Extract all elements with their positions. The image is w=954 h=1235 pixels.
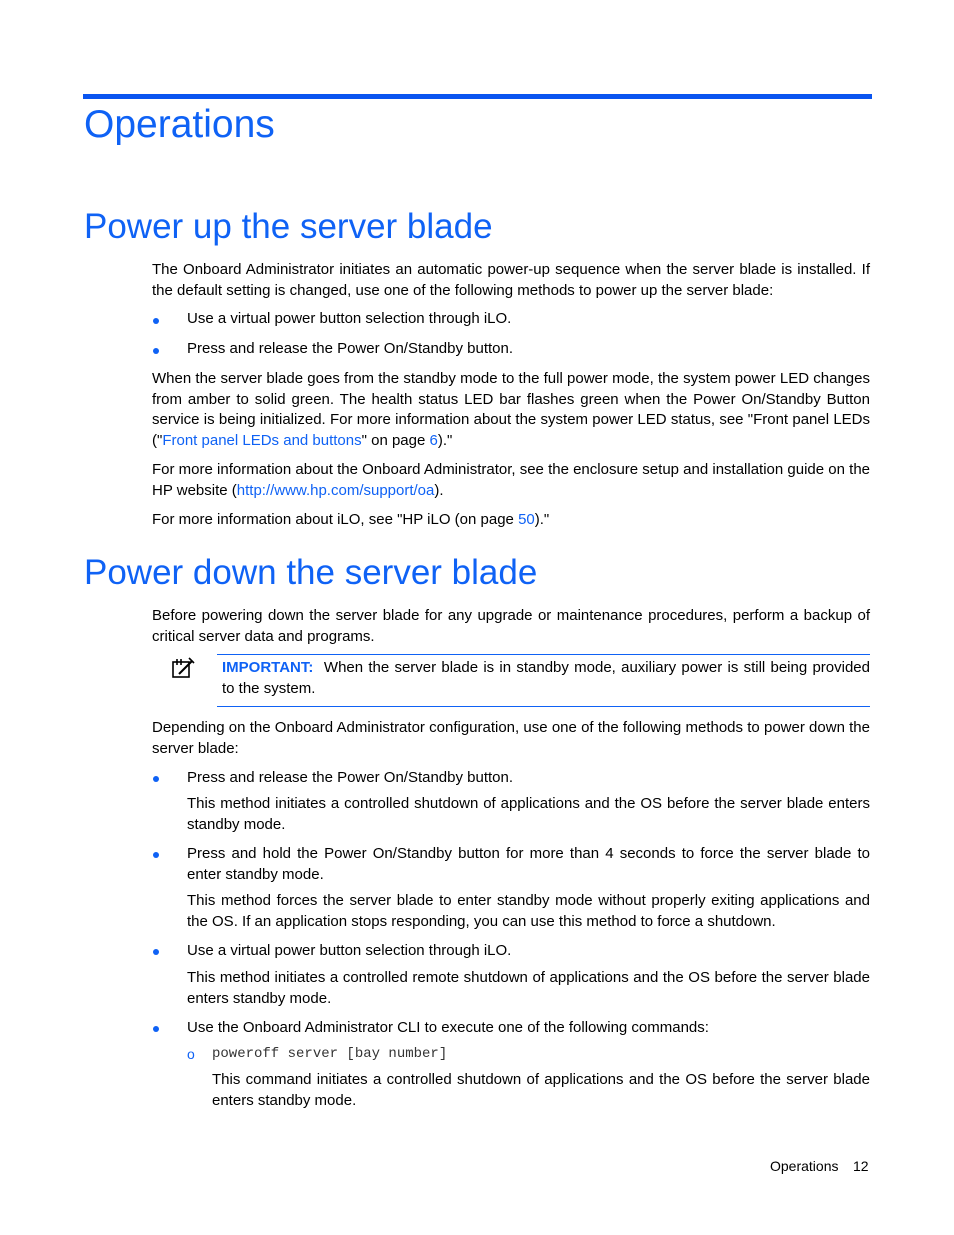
power-up-bullet-1: Use a virtual power button selection through iLO. xyxy=(187,310,512,327)
important-bottom-rule xyxy=(217,706,870,707)
power-down-bullet-3-desc: This method initiates a controlled remote shutdown of applications and the OS before the server blade enters standby mode. xyxy=(187,969,870,1007)
bullet-icon xyxy=(153,776,159,782)
footer-page-number: 12 xyxy=(853,1158,869,1174)
para-text: )." xyxy=(534,511,550,528)
power-down-bullet-4: Use the Onboard Administrator CLI to execute one of the following commands: xyxy=(187,1019,709,1036)
para-text: )." xyxy=(437,431,453,449)
power-down-bullet-1: Press and release the Power On/Standby button. xyxy=(187,769,514,786)
front-panel-leds-link[interactable]: Front panel LEDs and buttons xyxy=(162,431,362,449)
sub-bullet-marker: o xyxy=(187,1046,195,1062)
para-text: For more information about the Onboard Administrator, see the enclosure setup and installation guide on the HP website ( xyxy=(152,461,870,499)
page-50-link[interactable]: 50 xyxy=(518,511,535,528)
power-down-bullet-2: Press and hold the Power On/Standby button for more than 4 seconds to force the server blade to enter standby mode. xyxy=(187,845,870,883)
page-6-link[interactable]: 6 xyxy=(429,431,438,449)
hp-support-oa-link[interactable]: http://www.hp.com/support/oa xyxy=(236,481,435,499)
heading-power-up: Power up the server blade xyxy=(84,207,493,246)
important-note-icon xyxy=(171,656,195,680)
para-text: ). xyxy=(434,481,444,499)
power-up-led-paragraph xyxy=(152,369,870,451)
para-text: When the server blade goes from the standby mode to the full power mode, the system power LED changes from amber to solid green. The health status LED bar flashes green when the Power On/Standby Button service is being initialized. For more information about the system power LED status, see "Front panel LEDs (" xyxy=(152,370,870,449)
bullet-icon xyxy=(153,949,159,955)
power-down-intro: Before powering down the server blade for any upgrade or maintenance procedures, perform a backup of critical server data and programs. xyxy=(152,607,870,645)
page-title: Operations xyxy=(84,103,275,146)
power-down-bullet-1-desc: This method initiates a controlled shutdown of applications and the OS before the server blade enters standby mode. xyxy=(187,795,870,833)
para-text: For more information about iLO, see "HP iLO (on page xyxy=(152,511,519,528)
para-text: " on page xyxy=(361,431,430,449)
poweroff-command: poweroff server [bay number] xyxy=(212,1046,448,1062)
power-up-bullet-2: Press and release the Power On/Standby button. xyxy=(187,340,514,357)
power-up-oa-paragraph xyxy=(152,460,870,501)
command-desc: This command initiates a controlled shutdown of applications and the OS before the server blade enters standby mode. xyxy=(212,1071,870,1109)
bullet-icon xyxy=(153,852,159,858)
title-rule xyxy=(83,94,872,99)
important-top-rule xyxy=(217,654,870,655)
important-text: When the server blade is in standby mode, auxiliary power is still being provided to the system. xyxy=(222,659,870,697)
heading-power-down: Power down the server blade xyxy=(84,553,538,592)
important-note xyxy=(222,658,870,699)
important-label: IMPORTANT: xyxy=(222,659,314,676)
power-down-bullet-3: Use a virtual power button selection through iLO. xyxy=(187,942,512,959)
power-down-bullet-2-desc: This method forces the server blade to enter standby mode without properly exiting applications and the OS. If an application stops responding, you can use this method to force a shutdown. xyxy=(187,892,870,930)
power-down-methods-intro: Depending on the Onboard Administrator configuration, use one of the following methods to power down the server blade: xyxy=(152,719,870,757)
power-up-ilo-paragraph xyxy=(152,510,870,531)
power-up-intro: The Onboard Administrator initiates an automatic power-up sequence when the server blade is installed. If the default setting is changed, use one of the following methods to power up the server blade: xyxy=(152,261,870,299)
bullet-icon xyxy=(153,1026,159,1032)
bullet-icon xyxy=(153,348,159,354)
footer-section: Operations xyxy=(770,1158,839,1174)
bullet-icon xyxy=(153,318,159,324)
